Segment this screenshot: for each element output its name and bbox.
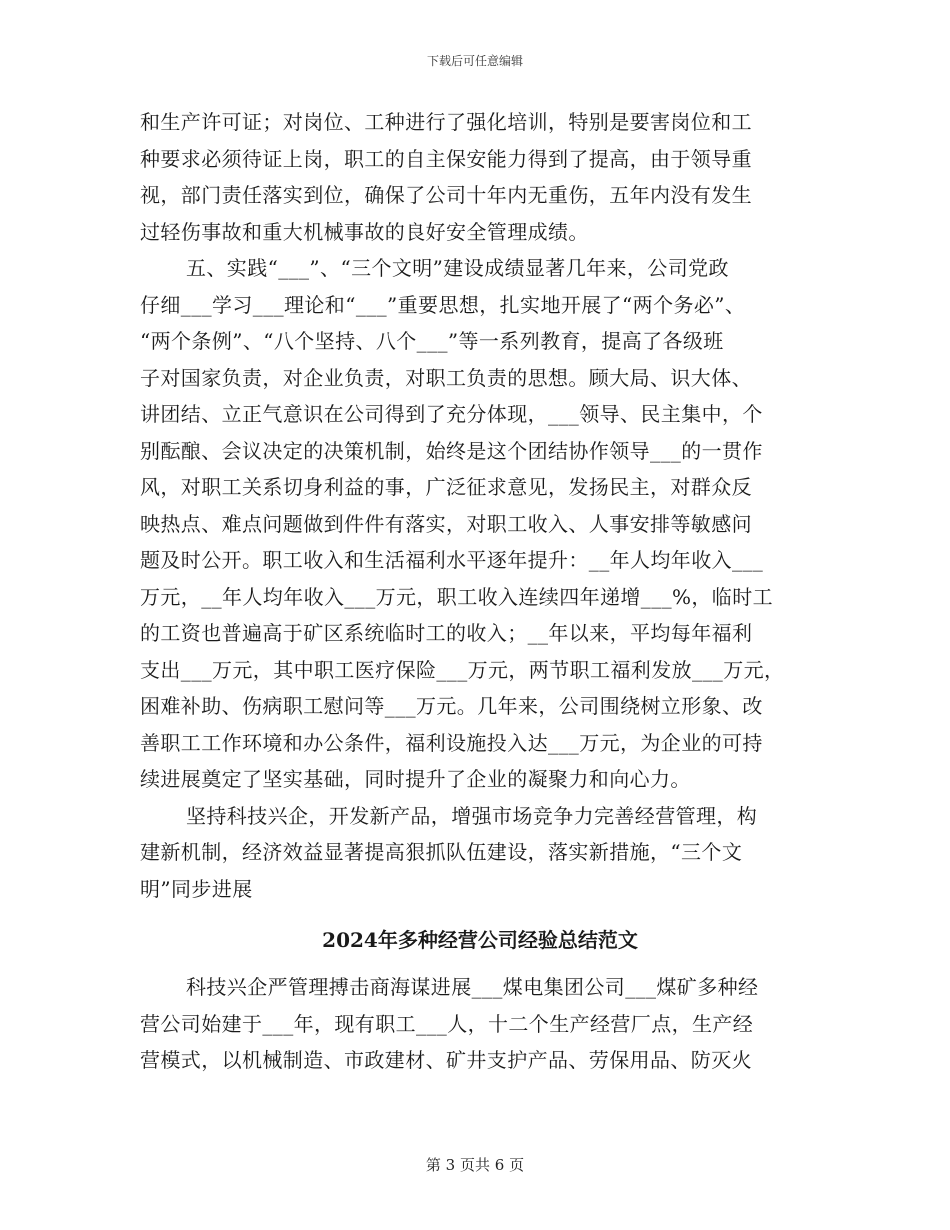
- text-line: 讲团结、立正气意识在公司得到了充分体现，___领导、民主集中，个: [140, 402, 763, 426]
- paragraph-intro: [140, 969, 820, 1079]
- text-line: 支出___万元，其中职工医疗保险___万元，两节职工福利发放___万元，: [140, 657, 785, 682]
- text-line: 的工资也普遍高于矿区系统临时工的收入；__年以来，平均每年福利: [140, 621, 753, 645]
- text-line: “两个条例”、“八个坚持、八个___”等一系列教育，提高了各级班: [140, 329, 724, 353]
- text-line: 过轻伤事故和重大机械事故的良好安全管理成绩。: [140, 219, 589, 244]
- text-line: 视，部门责任落实到位，确保了公司十年内无重伤，五年内没有发生: [140, 183, 752, 207]
- text-line: 子对国家负责，对企业负责，对职工负责的思想。顾大局、识大体、: [140, 365, 752, 390]
- text-line: 风，对职工关系切身利益的事，广泛征求意见，发扬民主，对群众反: [140, 475, 752, 499]
- text-line: 明”同步进展: [140, 876, 253, 901]
- paragraph-civilization: [140, 250, 820, 798]
- text-line: 科技兴企严管理搏击商海谋进展___煤电集团公司___煤矿多种经: [186, 975, 759, 999]
- paragraph-safety: [140, 104, 820, 250]
- text-line: 坚持科技兴企，开发新产品，增强市场竞争力完善经营管理，构: [186, 803, 758, 828]
- text-line: 题及时公开。职工收入和生活福利水平逐年提升：__年人均年收入___: [140, 548, 764, 572]
- section-title: 2024年多种经营公司经验总结范文: [322, 928, 638, 952]
- text-line: 困难补助、伤病职工慰问等___万元。几年来，公司围绕树立形象、改: [140, 694, 763, 718]
- paragraph-technology: [140, 798, 820, 908]
- text-line: 五、实践“___”、“三个文明”建设成绩显著几年来，公司党政: [186, 256, 729, 280]
- page-number: 第 3 页共 6 页: [425, 1156, 525, 1174]
- text-line: 善职工工作环境和办公条件，福利设施投入达___万元，为企业的可持: [140, 730, 763, 755]
- document-body: [140, 104, 820, 1079]
- text-line: 映热点、难点问题做到件件有落实，对职工收入、人事安排等敏感问: [140, 511, 752, 536]
- text-line: 种要求必须待证上岗，职工的自主保安能力得到了提高，由于领导重: [140, 146, 752, 171]
- page-header: 下载后可任意编辑: [426, 54, 523, 68]
- text-line: 营模式，以机械制造、市政建材、矿井支护产品、劳保用品、防灭火: [140, 1048, 752, 1072]
- text-line: 续进展奠定了坚实基础，同时提升了企业的凝聚力和向心力。: [140, 767, 691, 791]
- text-line: 仔细___学习___理论和“___”重要思想，扎实地开展了“两个务必”、: [140, 292, 746, 317]
- text-line: 营公司始建于___年，现有职工___人，十二个生产经营厂点，生产经: [140, 1011, 754, 1036]
- text-line: 别酝酿、会议决定的决策机制，始终是这个团结协作领导___的一贯作: [140, 438, 763, 463]
- text-line: 万元，__年人均年收入___万元，职工收入连续四年递增___%，临时工: [140, 584, 774, 609]
- text-line: 和生产许可证；对岗位、工种进行了强化培训，特别是要害岗位和工: [140, 110, 752, 134]
- text-line: 建新机制，经济效益显著提高狠抓队伍建设，落实新措施，“三个文: [140, 840, 743, 864]
